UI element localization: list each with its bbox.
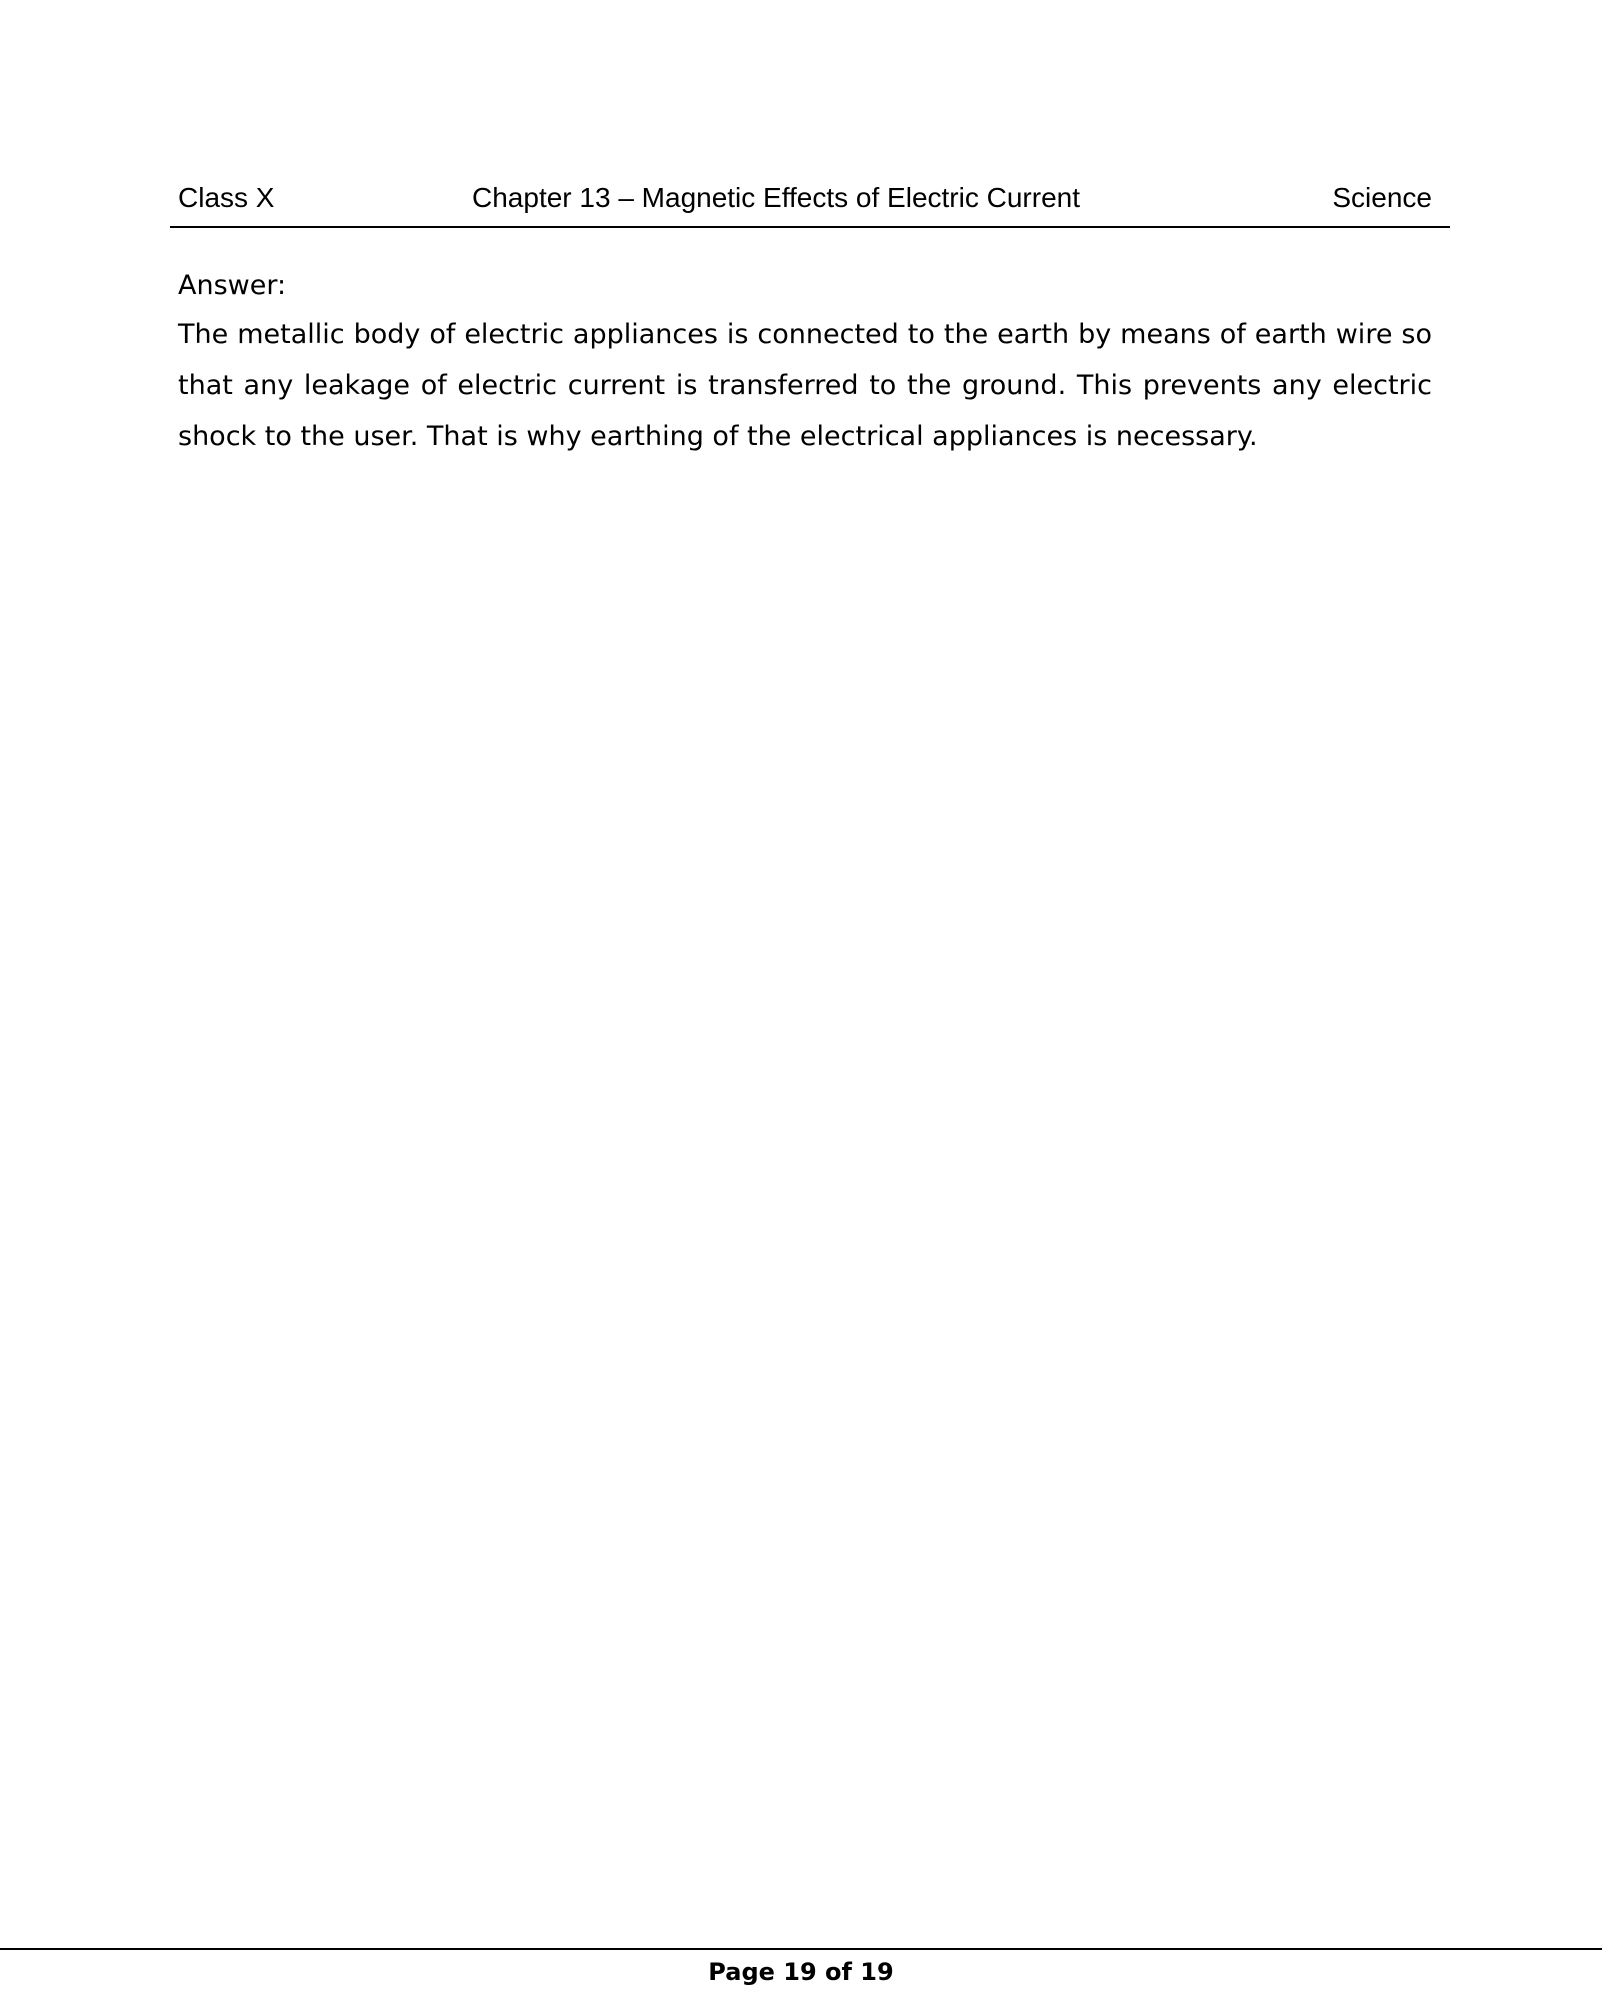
subject-label: Science [1332,182,1432,213]
answer-paragraph: The metallic body of electric appliances is connected to the earth by means of earth wire so that any leakage of electric current is transferred to the ground. This prevents any electric shock to the user. That is why earthing of the electrical appliances is necessary. [178,319,1432,452]
page-number: Page 19 of 19 [708,1958,894,1986]
chapter-title: Chapter 13 – Magnetic Effects of Electric Current [472,182,1080,213]
class-label: Class X [178,182,275,213]
footer-divider [0,1948,1602,1950]
page-header [170,178,1450,228]
answer-label: Answer: [178,270,287,301]
